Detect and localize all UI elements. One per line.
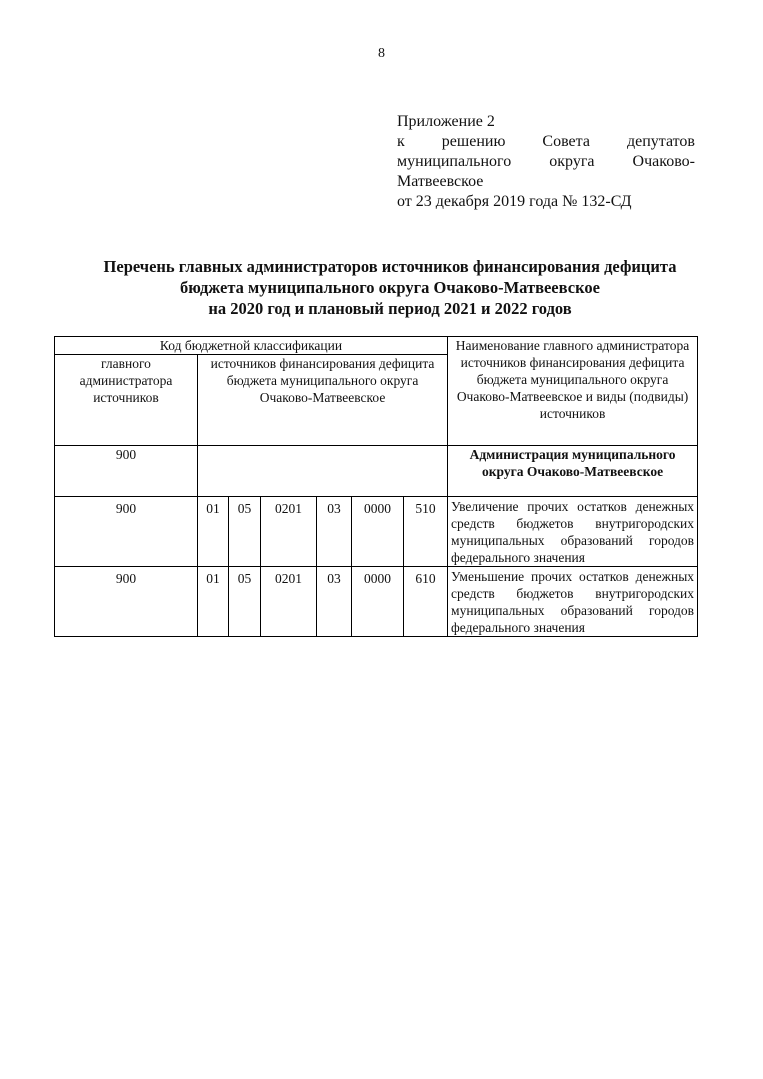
row-code-2: 05: [229, 567, 261, 637]
row-code-5: 0000: [352, 497, 404, 567]
row-code-4: 03: [317, 497, 352, 567]
appendix-date: от 23 декабря 2019 года № 132-СД: [397, 193, 632, 210]
row-admin-code: 900: [55, 497, 198, 567]
document-title: Перечень главных администраторов источников финансирования дефицита бюджета муниципального округа Очаково-Матвеевское на 2020 год и плановый период 2021 и 2022 годов: [103, 257, 677, 318]
appendix-district-line: муниципального округа Очаково-: [397, 153, 695, 170]
admin-name: Администрация муниципального округа Очаково-Матвеевское: [448, 446, 698, 497]
table-row: [55, 497, 698, 567]
appendix-district-name: Матвеевское: [397, 173, 484, 190]
table-row: [55, 567, 698, 637]
row-description: Уменьшение прочих остатков денежных средств бюджетов внутригородских муниципальных образований городов федерального значения: [448, 567, 698, 637]
admin-empty-cell: [198, 446, 448, 497]
header-main-admin: главного администратора источников: [55, 355, 198, 446]
appendix-block: [397, 112, 695, 212]
row-code-6: 610: [404, 567, 448, 637]
row-code-3: 0201: [261, 497, 317, 567]
row-code-6: 510: [404, 497, 448, 567]
row-code-3: 0201: [261, 567, 317, 637]
row-code-1: 01: [198, 567, 229, 637]
row-admin-code: 900: [55, 567, 198, 637]
row-code-5: 0000: [352, 567, 404, 637]
row-code-2: 05: [229, 497, 261, 567]
sources-table: [54, 336, 698, 637]
row-code-4: 03: [317, 567, 352, 637]
appendix-decision-line: к решению Совета депутатов: [397, 133, 695, 150]
admin-code: 900: [55, 446, 198, 497]
table-header-row: [55, 337, 698, 355]
row-description: Увеличение прочих остатков денежных средств бюджетов внутригородских муниципальных образований городов федерального значения: [448, 497, 698, 567]
page-number: 8: [378, 46, 385, 61]
row-code-1: 01: [198, 497, 229, 567]
header-name: Наименование главного администратора источников финансирования дефицита бюджета муниципального округа Очаково-Матвеевское и виды (подвиды) источников: [448, 337, 698, 446]
header-sources: источников финансирования дефицита бюджета муниципального округа Очаково-Матвеевское: [198, 355, 448, 446]
appendix-title: Приложение 2: [397, 113, 495, 130]
header-budget-code: Код бюджетной классификации: [55, 337, 448, 355]
table-admin-row: [55, 446, 698, 497]
